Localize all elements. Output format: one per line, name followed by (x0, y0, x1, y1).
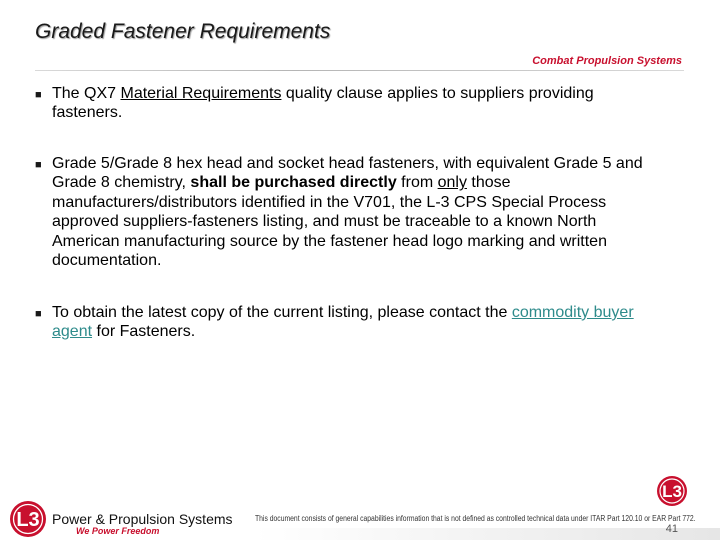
page-number: 41 (665, 523, 678, 535)
l3-footer-logo-icon (8, 499, 48, 539)
footer-tagline: We Power Freedom (76, 526, 160, 536)
footer-disclaimer: This document consists of general capabilities information that is not defined as controlled technical data under ITAR Part 120.10 or EAR Part 772. (255, 514, 696, 523)
footer-title: Power & Propulsion Systems (52, 511, 233, 527)
slide-subtitle: Combat Propulsion Systems (532, 55, 682, 67)
svg-text:L3: L3 (16, 509, 40, 531)
title-divider (35, 70, 684, 71)
bullet-text: Grade 5/Grade 8 hex head and socket head fasteners, with equivalent Grade 5 and Grade 8 chemistry, shall be purchased directly from only those manufacturers/distributors identified in the V701, the L-3 CPS Special Process approved suppliers-fasteners listing, and must be traceable to a known North American manufacturing source by the fastener head logo marking and written documentation. (52, 155, 643, 270)
footer-bar (255, 528, 720, 540)
material-requirements-link[interactable]: Material Requirements (120, 85, 282, 102)
l3-logo-icon (656, 475, 689, 507)
slide-title: Graded Fastener Requirements (35, 20, 331, 43)
bullet-square-icon: ■ (35, 308, 42, 320)
bullet-item (35, 84, 660, 123)
bullet-item (35, 303, 660, 342)
bullet-text: To obtain the latest copy of the current listing, please contact the commodity buyer agent for Fasteners. (52, 304, 634, 341)
svg-text:L3: L3 (662, 482, 682, 501)
bullet-text: The QX7 Material Requirements quality clause applies to suppliers providing fasteners. (52, 85, 594, 122)
bullet-square-icon: ■ (35, 159, 42, 171)
bullet-square-icon: ■ (35, 89, 42, 101)
bullet-item (35, 154, 660, 270)
commodity-buyer-agent-link[interactable]: commodity buyer agent (52, 304, 634, 341)
